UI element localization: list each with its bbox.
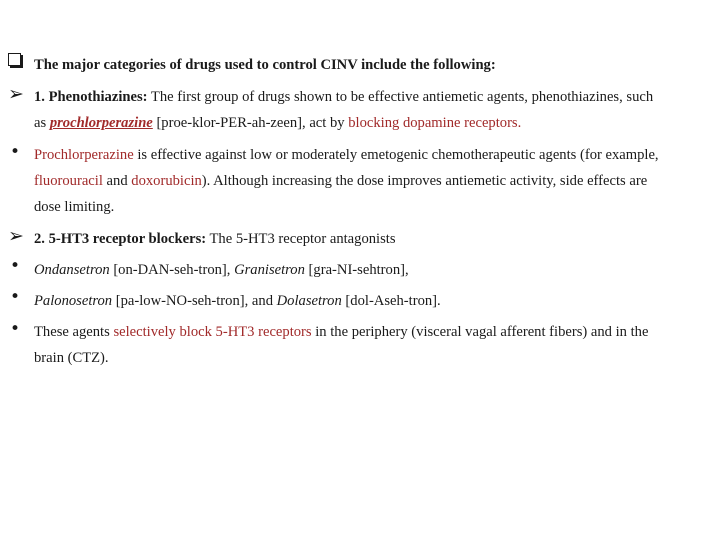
- section1-as: as: [34, 115, 50, 131]
- bullet4-highlight: selectively block 5-HT3 receptors: [113, 324, 312, 340]
- section1-title: 1. Phenothiazines:: [34, 89, 148, 105]
- round-bullet-icon: •: [10, 319, 21, 339]
- bullet4-start: These agents: [34, 324, 114, 340]
- section2-line: [34, 232, 396, 247]
- bullet2-drug2: Granisetron: [234, 262, 305, 278]
- bullet1-line1: [34, 148, 659, 163]
- heading-label: The major categories of drugs used to control CINV include the following:: [34, 57, 496, 73]
- section1-pronunciation: [proe-klor-PER-ah-zeen], act by: [152, 115, 349, 131]
- bullet3-pron1: [pa-low-NO-seh-tron], and: [112, 293, 277, 309]
- section1-mechanism: blocking dopamine receptors.: [348, 115, 522, 131]
- bullet3-drug1: Palonosetron: [34, 293, 113, 309]
- bullet1-and: and: [102, 173, 132, 189]
- bullet1-line3: [34, 200, 114, 215]
- bullet2-pron1: [on-DAN-seh-tron],: [109, 262, 235, 278]
- section2-title: 2. 5-HT3 receptor blockers:: [34, 231, 207, 247]
- round-bullet-icon: •: [10, 256, 21, 276]
- round-bullet-icon: •: [10, 142, 21, 162]
- bullet3-drug2: Dolasetron: [276, 293, 342, 309]
- bullet1-line1-text: is effective against low or moderately emetogenic chemotherapeutic agents (for example,: [133, 147, 659, 163]
- section1-line2: [34, 116, 521, 131]
- checkbox-square-icon: [8, 53, 21, 66]
- bullet4-line1: [34, 325, 648, 340]
- round-bullet-icon: •: [10, 287, 21, 307]
- bullet3-line: [34, 294, 441, 309]
- bullet4-line2-text: brain (CTZ).: [34, 350, 109, 366]
- bullet1-line3-text: dose limiting.: [34, 199, 115, 215]
- bullet3-pron2: [dol-Aseh-tron].: [341, 293, 441, 309]
- bullet1-drug: Prochlorperazine: [34, 147, 134, 163]
- bullet4-line1-text: in the periphery (visceral vagal afferent fibers) and in the: [311, 324, 649, 340]
- section1-drug: prochlorperazine: [49, 115, 153, 131]
- section2-text: The 5-HT3 receptor antagonists: [206, 231, 396, 247]
- section1-line1: [34, 90, 653, 105]
- bullet1-example1: fluorouracil: [34, 173, 103, 189]
- arrow-bullet-icon: ➢: [8, 83, 24, 105]
- bullet1-line2: [34, 174, 647, 189]
- bullet1-example2: doxorubicin: [131, 173, 202, 189]
- heading-text: [34, 58, 496, 73]
- bullet1-line2-text: ). Although increasing the dose improves antiemetic activity, side effects are: [201, 173, 648, 189]
- bullet2-drug1: Ondansetron: [34, 262, 110, 278]
- bullet2-pron2: [gra-NI-sehtron],: [304, 262, 409, 278]
- section1-line1-text: The first group of drugs shown to be effective antiemetic agents, phenothiazines, such: [147, 89, 654, 105]
- bullet2-line: [34, 263, 409, 278]
- bullet4-line2: [34, 351, 109, 366]
- arrow-bullet-icon: ➢: [8, 225, 24, 247]
